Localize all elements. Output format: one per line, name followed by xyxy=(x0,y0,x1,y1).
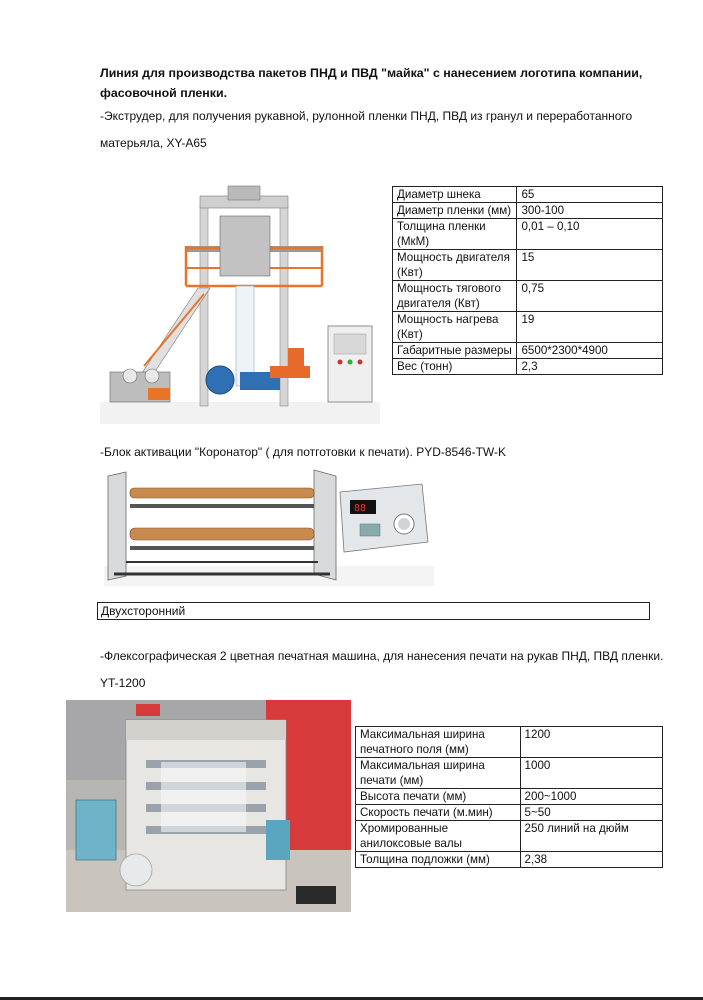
spec-value: 300-100 xyxy=(517,203,663,219)
table-row xyxy=(356,789,663,805)
flexo-model: YT-1200 xyxy=(100,676,146,690)
spec-label: Толщина пленки (МкМ) xyxy=(393,219,517,250)
spec-label: Мощность двигателя (Квт) xyxy=(393,250,517,281)
spec-label: Хромированные анилоксовые валы xyxy=(356,821,521,852)
table-row xyxy=(393,250,663,281)
spec-label: Мощность нагрева (Квт) xyxy=(393,312,517,343)
spec-label: Скорость печати (м.мин) xyxy=(356,805,521,821)
table-row xyxy=(356,821,663,852)
table-row xyxy=(356,727,663,758)
extruder-model: матерьяла, XY-A65 xyxy=(100,136,207,150)
table-row xyxy=(393,312,663,343)
table-row xyxy=(356,852,663,868)
corona-note: Двухсторонний xyxy=(97,602,650,620)
flexo-spec-table xyxy=(355,726,663,868)
table-row xyxy=(393,219,663,250)
table-row xyxy=(393,203,663,219)
table-row xyxy=(356,805,663,821)
extruder-machine-image xyxy=(100,176,380,424)
table-row xyxy=(393,359,663,375)
spec-value: 15 xyxy=(517,250,663,281)
spec-label: Мощность тягового двигателя (Квт) xyxy=(393,281,517,312)
svg-text:88: 88 xyxy=(354,503,367,514)
spec-value: 1200 xyxy=(520,727,662,758)
spec-value: 19 xyxy=(517,312,663,343)
spec-label: Высота печати (мм) xyxy=(356,789,521,805)
extruder-description: -Экструдер, для получения рукавной, рулонной пленки ПНД, ПВД из гранул и переработанного xyxy=(100,109,633,123)
spec-label: Диаметр пленки (мм) xyxy=(393,203,517,219)
corona-treater-image xyxy=(104,466,434,586)
corona-description: -Блок активации "Коронатор" ( для потготовки к печати). PYD-8546-TW-K xyxy=(100,445,507,459)
spec-value: 1000 xyxy=(520,758,662,789)
spec-value: 250 линий на дюйм xyxy=(520,821,662,852)
spec-label: Вес (тонн) xyxy=(393,359,517,375)
spec-label: Габаритные размеры xyxy=(393,343,517,359)
spec-label: Максимальная ширина печатного поля (мм) xyxy=(356,727,521,758)
document-title: Линия для производства пакетов ПНД и ПВД "майка" с нанесением логотипа компании, фасовочной пленки. xyxy=(100,66,643,100)
table-row xyxy=(393,343,663,359)
spec-label: Диаметр шнека xyxy=(393,187,517,203)
spec-value: 65 xyxy=(517,187,663,203)
spec-value: 2,38 xyxy=(520,852,662,868)
flexo-description: -Флексографическая 2 цветная печатная машина, для нанесения печати на рукав ПНД, ПВД пленки. xyxy=(100,649,664,663)
spec-label: Максимальная ширина печати (мм) xyxy=(356,758,521,789)
spec-value: 6500*2300*4900 xyxy=(517,343,663,359)
extruder-spec-table xyxy=(392,186,663,375)
spec-value: 2,3 xyxy=(517,359,663,375)
spec-value: 200~1000 xyxy=(520,789,662,805)
flexo-printing-machine-image xyxy=(66,700,351,912)
table-row xyxy=(393,281,663,312)
spec-label: Толщина подложки (мм) xyxy=(356,852,521,868)
table-row xyxy=(356,758,663,789)
table-row xyxy=(393,187,663,203)
spec-value: 0,75 xyxy=(517,281,663,312)
spec-value: 5~50 xyxy=(520,805,662,821)
spec-value: 0,01 – 0,10 xyxy=(517,219,663,250)
